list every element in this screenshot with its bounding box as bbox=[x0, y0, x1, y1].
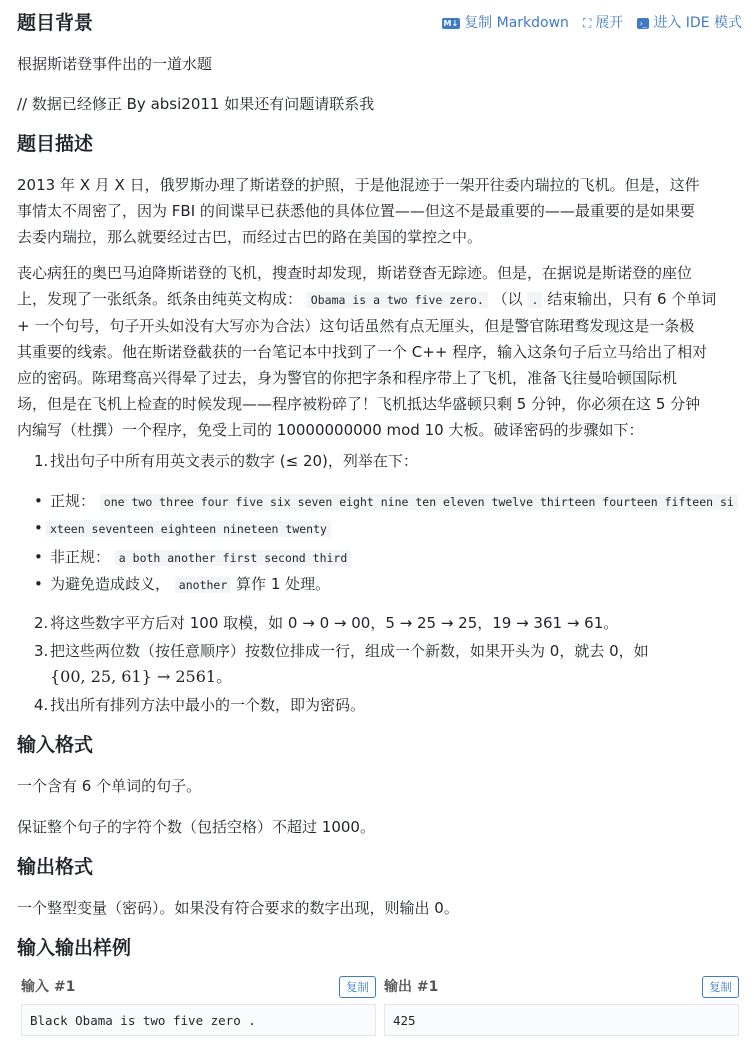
step-text: 将这些数字平方后对 100 取模，如 0 → 0 → 00，5 → 25 → 25，19 → 361 → 61。 bbox=[50, 614, 619, 632]
description-line: 2013 年 X 月 X 日，俄罗斯办理了斯诺登的护照，于是他混迹于一架开往委内瑞拉的飞机。但是，这件 bbox=[17, 176, 700, 194]
regular-words-item bbox=[17, 488, 756, 515]
terminal-icon: ›_ bbox=[637, 18, 649, 29]
copy-markdown-button[interactable] bbox=[442, 10, 569, 36]
description-line: 去委内瑞拉，那么就要经过古巴，而经过古巴的路在美国的掌控之中。 bbox=[17, 228, 483, 246]
sentence-code: Obama is a two five zero. bbox=[307, 292, 488, 308]
step-number: 4. bbox=[34, 696, 49, 714]
description-line: 事情太不周密了，因为 FBI 的间谍早已获悉他的具体位置——但这不是最重要的——最重要的是如果要 bbox=[17, 202, 695, 220]
step-formula: {00, 25, 61} → 2561。 bbox=[50, 667, 233, 686]
description-line: 场，但是在飞机上检查的时候发现——程序被粉碎了！飞机抵达华盛顿只剩 5 分钟，你必须在这 5 分钟 bbox=[17, 395, 701, 413]
expand-icon: ⛶ bbox=[582, 16, 592, 30]
ambiguity-text: 为避免造成歧义， bbox=[50, 575, 171, 593]
description-line: 丧心病狂的奥巴马迫降斯诺登的飞机，搜查时却发现，斯诺登杳无踪迹。但是，在据说是斯诺登的座位 bbox=[17, 264, 693, 282]
background-text-2: // 数据已经修正 By absi2011 如果还有问题请联系我 bbox=[17, 95, 375, 113]
description-text: 上，发现了一张纸条。纸条由纯英文构成： bbox=[17, 290, 303, 308]
description-line: 应的密码。陈珺骛高兴得晕了过去，身为警官的你把字条和程序带上了飞机，准备飞往曼哈顿国际机 bbox=[17, 369, 678, 387]
background-title: 题目背景 bbox=[17, 12, 94, 34]
description-line bbox=[17, 286, 756, 313]
markdown-icon: M↓ bbox=[443, 18, 459, 28]
background-text-1: 根据斯诺登事件出的一道水题 bbox=[17, 55, 213, 73]
ambiguity-text: 算作 1 处理。 bbox=[236, 575, 331, 593]
step-text: 找出所有排列方法中最小的一个数，即为密码。 bbox=[50, 696, 366, 714]
description-title: 题目描述 bbox=[17, 133, 94, 155]
output-format-text: 一个整型变量（密码）。如果没有符合要求的数字出现，则输出 0。 bbox=[17, 899, 459, 917]
description-line: + 一个句号，句子开头如没有大写亦为合法）这句话虽然有点无厘头，但是警官陈珺骛发现这是一条极 bbox=[17, 317, 695, 335]
enter-ide-label: 进入 IDE 模式 bbox=[653, 15, 742, 31]
description-line: 内编写（杜撰）一个程序，免受上司的 10000000000 mod 10 大板。破译密码的步骤如下： bbox=[17, 421, 644, 439]
irregular-words-item bbox=[17, 544, 756, 571]
step-text: 把这些两位数（按任意顺序）按数位排成一行，组成一个新数，如果开头为 0，就去 0，如 bbox=[50, 642, 649, 660]
sample-output-panel bbox=[384, 974, 739, 1000]
samples-title: 输入输出样例 bbox=[17, 937, 132, 959]
ambiguity-item bbox=[17, 571, 756, 598]
input-format-title: 输入格式 bbox=[17, 734, 94, 756]
steps-2-4 bbox=[17, 610, 756, 718]
expand-button[interactable] bbox=[583, 10, 623, 36]
output-format-title: 输出格式 bbox=[17, 856, 94, 878]
period-code: . bbox=[527, 292, 542, 308]
step-1 bbox=[17, 448, 756, 474]
sample-input-panel bbox=[21, 974, 376, 1000]
regular-words-continued bbox=[17, 515, 756, 542]
step-number: 3. bbox=[34, 642, 49, 660]
sample-output-box[interactable]: 425 bbox=[384, 1004, 739, 1036]
description-text: 结束输出，只有 6 个单词 bbox=[547, 290, 717, 308]
input-format-text-2: 保证整个句子的字符个数（包括空格）不超过 1000。 bbox=[17, 818, 375, 836]
description-line: 其重要的线索。他在斯诺登截获的一台笔记本中找到了一个 C++ 程序，输入这条句子后立马给出了相对 bbox=[17, 343, 708, 361]
description-paragraph-2 bbox=[17, 260, 756, 443]
another-code: another bbox=[175, 577, 231, 593]
step-number: 1. bbox=[34, 452, 49, 470]
step-2 bbox=[17, 610, 756, 636]
irregular-words-code: a both another first second third bbox=[115, 550, 351, 566]
copy-markdown-label: 复制 Markdown bbox=[464, 15, 569, 31]
description-paragraph-1 bbox=[17, 172, 742, 250]
sample-input-label: 输入 #1 bbox=[21, 979, 76, 995]
irregular-label: 非正规： bbox=[50, 548, 111, 566]
step-text: 找出句子中所有用英文表示的数字 (≤ 20)，列举在下： bbox=[50, 452, 418, 470]
description-text: （以 bbox=[492, 290, 523, 308]
word-lists bbox=[17, 488, 756, 598]
input-format-text-1: 一个含有 6 个单词的句子。 bbox=[17, 777, 202, 795]
problem-toolbar bbox=[442, 10, 742, 36]
enter-ide-button[interactable] bbox=[637, 10, 742, 36]
sample-input-header bbox=[21, 974, 376, 1000]
regular-label: 正规： bbox=[50, 492, 96, 510]
step-4 bbox=[17, 692, 756, 718]
step-3-continued bbox=[17, 664, 756, 690]
sample-output-header bbox=[384, 974, 739, 1000]
step-number: 2. bbox=[34, 614, 49, 632]
regular-words-code-2: xteen seventeen eighteen nineteen twenty bbox=[46, 521, 331, 537]
sample-output-label: 输出 #1 bbox=[384, 979, 439, 995]
expand-label: 展开 bbox=[595, 15, 624, 31]
sample-input-box[interactable]: Black Obama is two five zero . bbox=[21, 1004, 376, 1036]
step-3 bbox=[17, 638, 756, 664]
regular-words-code: one two three four five six seven eight nine ten eleven twelve thirteen fourteen fifteen si bbox=[100, 494, 738, 510]
copy-input-button[interactable]: 复制 bbox=[339, 976, 376, 998]
copy-output-button[interactable]: 复制 bbox=[702, 976, 739, 998]
